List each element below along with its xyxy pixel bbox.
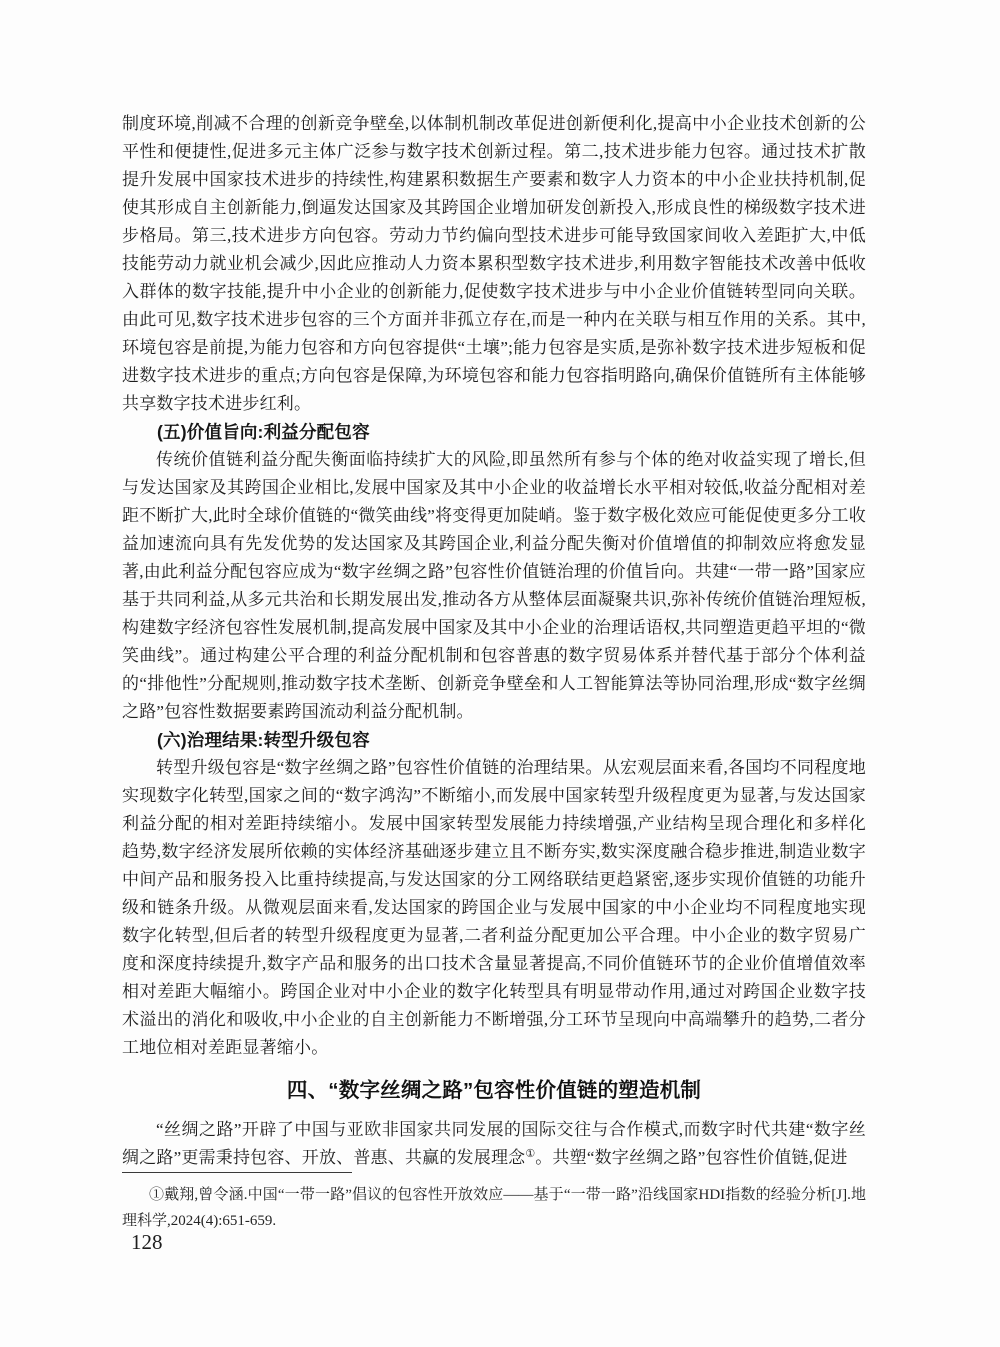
- footnote-citation: [122, 1182, 866, 1234]
- heading-section-five-benefit-distribution: (五)价值旨向:利益分配包容: [157, 422, 370, 442]
- body-text-column: [122, 110, 866, 1174]
- silk-road-intro-text: “丝绸之路”开辟了中国与亚欧非国家共同发展的国际交往与合作模式,而数字时代共建“数字丝绸之路”更需秉持包容、开放、普惠、共赢的发展理念: [122, 1120, 866, 1167]
- paragraph-transformation-upgrade-inclusion: 转型升级包容是“数字丝绸之路”包容性价值链的治理结果。从宏观层面来看,各国均不同程度地实现数字化转型,国家之间的“数字鸿沟”不断缩小,而发展中国家转型升级程度更为显著,与发达国家利益分配的相对差距持续缩小。发展中国家转型发展能力持续增强,产业结构呈现合理化和多样化趋势,数字经济发展所依赖的实体经济基础逐步建立且不断夯实,数实深度融合稳步推进,制造业数字中间产品和服务投入比重持续提高,与发达国家的分工网络联结更趋紧密,逐步实现价值链的功能升级和链条升级。从微观层面来看,发达国家的跨国企业与发展中国家的中小企业均不同程度地实现数字化转型,但后者的转型升级程度更为显著,二者利益分配更加公平合理。中小企业的数字贸易广度和深度持续提升,数字产品和服务的出口技术含量显著提高,不同价值链环节的企业价值增值效率相对差距大幅缩小。跨国企业对中小企业的数字化转型具有明显带动作用,通过对跨国企业数字技术溢出的消化和吸收,中小企业的自主创新能力不断增强,分工环节呈现向中高端攀升的趋势,二者分工地位相对差距显著缩小。: [122, 758, 866, 1057]
- footnote-separator-line: [122, 1172, 352, 1173]
- footnote-text: 戴翔,曾令涵.中国“一带一路”倡议的包容性开放效应——基于“一带一路”沿线国家HDI指数的经验分析[J].地理科学,2024(4):651-659.: [122, 1187, 866, 1229]
- paragraph-silk-road-intro: [122, 1116, 866, 1174]
- footnote-marker: ①: [149, 1187, 165, 1203]
- heading-section-six-transformation-upgrade: (六)治理结果:转型升级包容: [157, 730, 370, 750]
- page-number: 128: [131, 1230, 163, 1254]
- heading-section-four-shaping-mechanism: 四、“数字丝绸之路”包容性价值链的塑造机制: [286, 1079, 702, 1102]
- paragraph-benefit-distribution-inclusion: 传统价值链利益分配失衡面临持续扩大的风险,即虽然所有参与个体的绝对收益实现了增长,但与发达国家及其跨国企业相比,发展中国家及其中小企业的收益增长水平相对较低,收益分配相对差距不断扩大,此时全球价值链的“微笑曲线”将变得更加陡峭。鉴于数字极化效应可能促使更多分工收益加速流向具有先发优势的发达国家及其跨国企业,利益分配失衡对价值增值的抑制效应将愈发显著,由此利益分配包容应成为“数字丝绸之路”包容性价值链治理的价值旨向。共建“一带一路”国家应基于共同利益,从多元共治和长期发展出发,推动各方从整体层面凝聚共识,弥补传统价值链治理短板,构建数字经济包容性发展机制,提高发展中国家及其中小企业的治理话语权,共同塑造更趋平坦的“微笑曲线”。通过构建公平合理的利益分配机制和包容普惠的数字贸易体系并替代基于部分个体利益的“排他性”分配规则,推动数字技术垄断、创新竞争壁垒和人工智能算法等协同治理,形成“数字丝绸之路”包容性数据要素跨国流动利益分配机制。: [122, 450, 866, 721]
- silk-road-intro-continuation: 。共塑“数字丝绸之路”包容性价值链,促进: [535, 1148, 848, 1167]
- footnote-area: [122, 1172, 866, 1234]
- footnote-reference-marker: ①: [525, 1148, 536, 1160]
- paragraph-digital-tech-progress-inclusion: 制度环境,削减不合理的创新竞争壁垒,以体制机制改革促进创新便利化,提高中小企业技术创新的公平性和便捷性,促进多元主体广泛参与数字技术创新过程。第二,技术进步能力包容。通过技术扩散提升发展中国家技术进步的持续性,构建累积数据生产要素和数字人力资本的中小企业扶持机制,促使其形成自主创新能力,倒逼发达国家及其跨国企业增加研发创新投入,形成良性的梯级数字技术进步格局。第三,技术进步方向包容。劳动力节约偏向型技术进步可能导致国家间收入差距扩大,中低技能劳动力就业机会减少,因此应推动人力资本累积型数字技术进步,利用数字智能技术改善中低收入群体的数字技能,提升中小企业的创新能力,促使数字技术进步与中小企业价值链转型同向关联。由此可见,数字技术进步包容的三个方面并非孤立存在,而是一种内在关联与相互作用的关系。其中,环境包容是前提,为能力包容和方向包容提供“土壤”;能力包容是实质,是弥补数字技术进步短板和促进数字技术进步的重点;方向包容是保障,为环境包容和能力包容指明路向,确保价值链所有主体能够共享数字技术进步红利。: [122, 114, 866, 413]
